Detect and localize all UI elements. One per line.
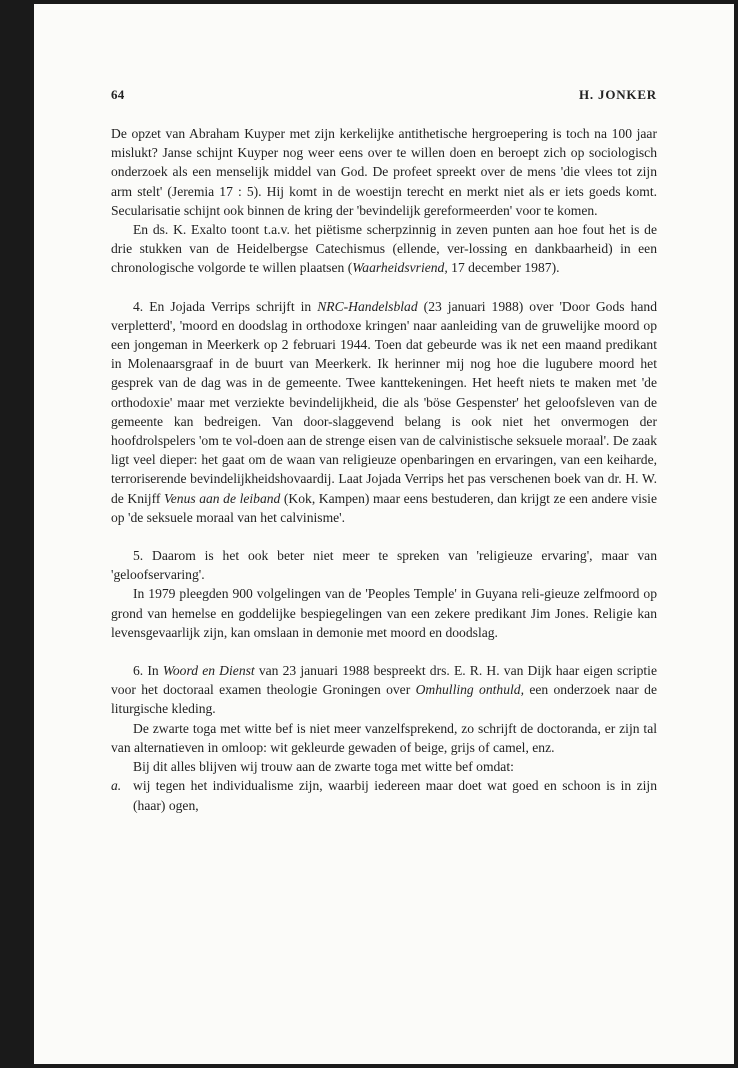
paragraph-3-text-a: 4. En Jojada Verrips schrijft in xyxy=(133,298,318,314)
paragraph-3-text-b: (23 januari 1988) over 'Door Gods hand verpletterd', 'moord en doodslag in orthodoxe kringen' naar aanleiding van de gruwelijke moord op een jongeman in Meerkerk op 2 februari 1944. Toen dat gebeurde was ik net een maand predikant in Molenaarsgraaf in de buurt van Meerkerk. Ik herinner mij nog hoe die lugubere moord het gesprek van de dag was in de gemeente. Twee kanttekeningen. Het heeft niets te maken met 'de orthodoxie' maar met verziekte bevindelijkheid, die als 'böse Gespenster' het geloofsleven van de gemeente kan bedreigen. Van door-slaggevend belang is ook niet het onvermogen der hoofdrolspelers 'om te vol-doen aan de strenge eisen van de calvinistische seksuele moraal'. De zaak ligt veel dieper: het gaat om de waan van religieuze openbaringen en ervaringen, van een keiharde, terroriserende bevindelijkheidshovaardij. Laat Jojada Verrips het pas verschenen boek van dr. H. W. de Knijff xyxy=(111,298,657,506)
paragraph-6-text-c: een onderzoek naar de liturgische kleding. xyxy=(111,682,657,717)
scan-border-left xyxy=(0,0,34,1068)
source-title-waarheidsvriend: Waarheidsvriend, xyxy=(352,260,448,276)
paragraph-6-text-a: 6. In xyxy=(133,663,163,679)
page-number: 64 xyxy=(111,87,125,102)
paragraph-3 xyxy=(111,297,657,527)
paragraph-2-text-a: En ds. K. Exalto toont t.a.v. het piëtisme scherpzinnig in zeven punten aan hoe fout het is de drie stukken van de Heidelbergse Catechismus (ellende, ver-lossing en dankbaarheid) in een chronologische volgorde te willen plaatsen ( xyxy=(111,222,657,276)
page-header xyxy=(111,87,657,107)
book-title-venus: Venus aan de leiband xyxy=(163,490,281,506)
thesis-title-omhulling: Omhulling onthuld, xyxy=(415,682,524,698)
source-title-woord-en-dienst: Woord en Dienst xyxy=(162,663,255,679)
paragraph-8: Bij dit alles blijven wij trouw aan de zwarte toga met witte bef omdat: xyxy=(133,759,514,775)
paragraph-7: De zwarte toga met witte bef is niet meer vanzelfsprekend, zo schrijft de doctoranda, er zijn tal van alternatieven in omloop: wit gekleurde gewaden of beige, grijs of camel, enz. xyxy=(111,720,657,755)
running-head: H. JONKER xyxy=(579,87,657,102)
list-marker-a: a. xyxy=(111,778,122,794)
paragraph-6 xyxy=(111,661,657,719)
scan-border-right xyxy=(734,0,738,1068)
list-item-a-text: wij tegen het individualisme zijn, waarbij iedereen maar doet wat goed en schoon is in zijn (haar) ogen, xyxy=(133,778,657,813)
paragraph-3-text-c: (Kok, Kampen) maar eens bestuderen, dan krijgt ze een andere visie op 'de seksuele moraal van het calvinisme'. xyxy=(111,490,657,525)
list-item-a xyxy=(111,776,657,814)
body-text xyxy=(111,124,657,815)
paragraph-2-text-b: 17 december 1987). xyxy=(447,260,560,276)
source-title-nrc: NRC-Handelsblad xyxy=(317,298,418,314)
scan-border-bottom xyxy=(0,1064,738,1068)
paragraph-2 xyxy=(111,220,657,278)
paragraph-5: In 1979 pleegden 900 volgelingen van de 'Peoples Temple' in Guyana reli-gieuze zelfmoord op grond van hemelse en goddelijke bespiegelingen van een zekere predikant Jim Jones. Religie kan levensgevaarlijk zijn, kan omslaan in demonie met moord en doodslag. xyxy=(111,586,657,640)
paragraph-4: 5. Daarom is het ook beter niet meer te spreken van 'religieuze ervaring', maar van 'geloofservaring'. xyxy=(111,548,657,583)
paragraph-1: De opzet van Abraham Kuyper met zijn kerkelijke antithetische hergroepering is toch na 100 jaar mislukt? Janse schijnt Kuyper nog weer eens over te willen doen en beroept zich op sociologisch onderzoek als een menselijk middel van God. De profeet spreekt over de mens 'die vlees tot zijn arm stelt' (Jeremia 17 : 5). Hij komt in de woestijn terecht en merkt niet als er iets goeds komt. Secularisatie schijnt ook binnen de kring der 'bevindelijk gereformeerden' voor te komen. xyxy=(111,126,657,218)
paragraph-6-text-b: van 23 januari 1988 bespreekt drs. E. R. H. van Dijk haar eigen scriptie voor het doctoraal examen theologie Groningen over xyxy=(111,663,657,698)
